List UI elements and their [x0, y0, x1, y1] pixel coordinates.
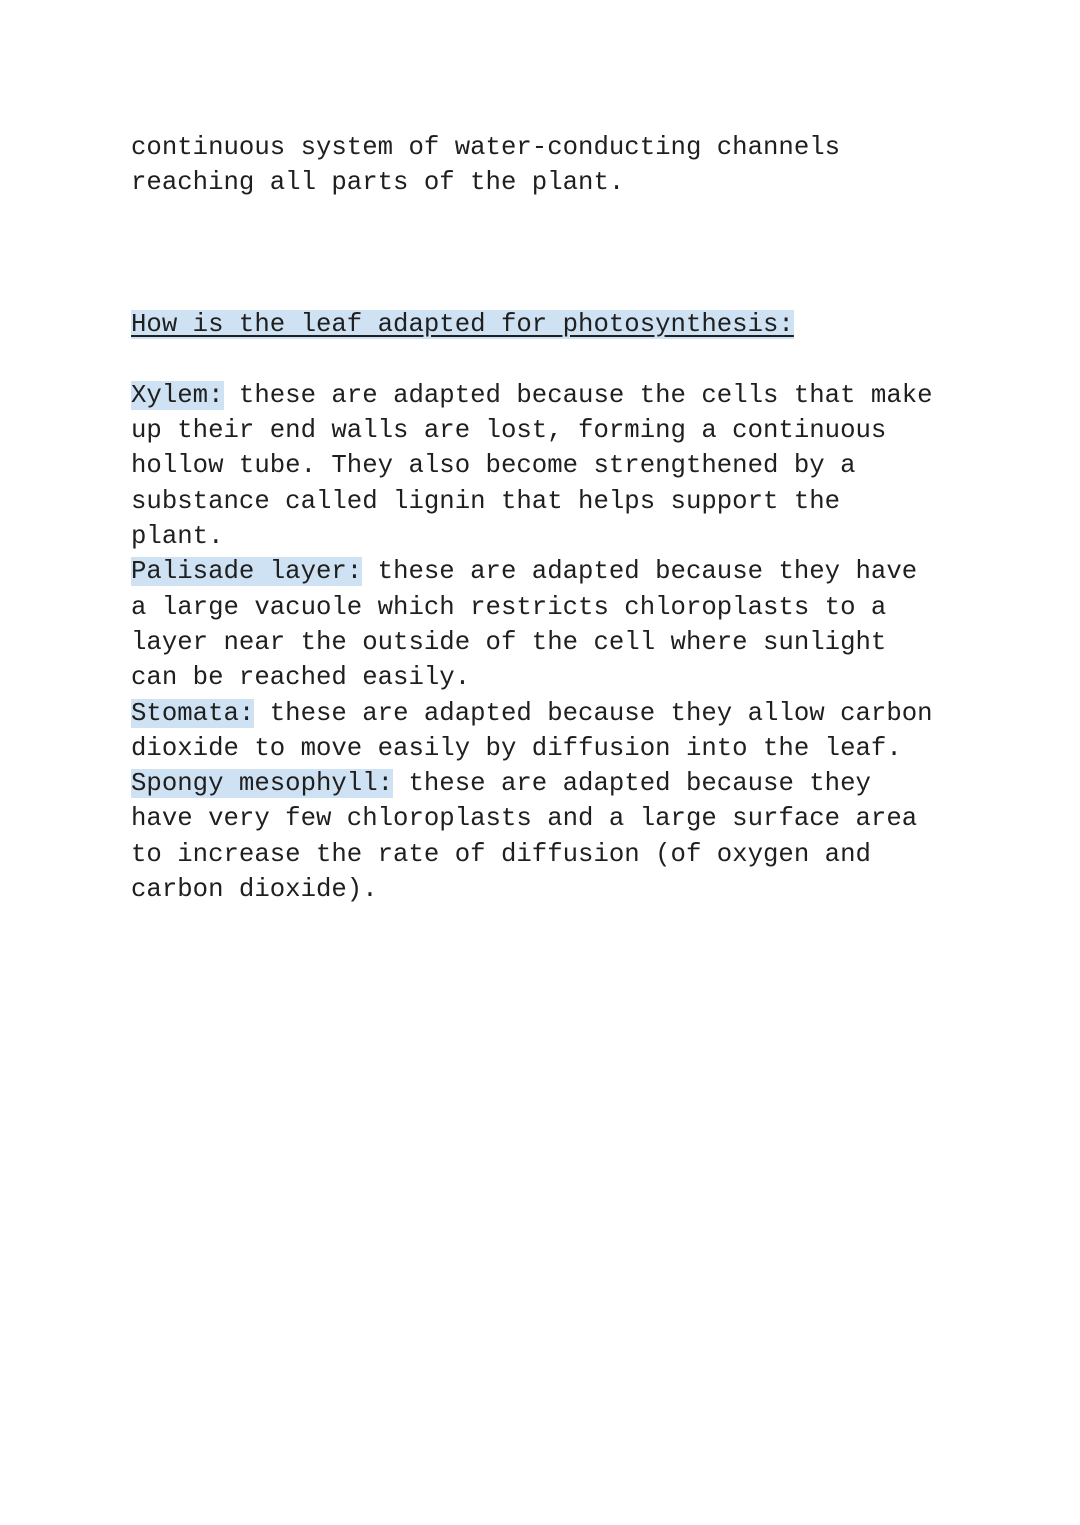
description-stomata: these are adapted because they allow carbon dioxide to move easily by diffusion into the leaf.: [131, 698, 933, 763]
paragraph-stomata: [131, 696, 951, 767]
intro-paragraph: continuous system of water-conducting channels reaching all parts of the plant.: [131, 133, 841, 198]
term-palisade-layer: Palisade layer:: [131, 557, 363, 587]
document-body: [131, 130, 951, 907]
paragraph-spongy-mesophyll: [131, 766, 951, 907]
description-xylem: these are adapted because the cells that make up their end walls are lost, forming a continuous hollow tube. They also become strengthened by a substance called lignin that helps support the plant.: [131, 380, 933, 552]
term-stomata: Stomata:: [131, 698, 255, 728]
description-palisade-layer: these are adapted because they have a large vacuole which restricts chloroplasts to a layer near the outside of the cell where sunlight can be reached easily.: [131, 557, 918, 693]
description-spongy-mesophyll: these are adapted because they have very few chloroplasts and a large surface area to increase the rate of diffusion (of oxygen and carbon dioxide).: [131, 769, 918, 905]
term-spongy-mesophyll: Spongy mesophyll:: [131, 769, 394, 799]
term-xylem: Xylem:: [131, 380, 224, 410]
paragraph-xylem: [131, 378, 951, 554]
section-heading-text: How is the leaf adapted for photosynthesis:: [131, 309, 794, 339]
paragraph-palisade-layer: [131, 554, 951, 695]
section-heading: [131, 307, 951, 342]
